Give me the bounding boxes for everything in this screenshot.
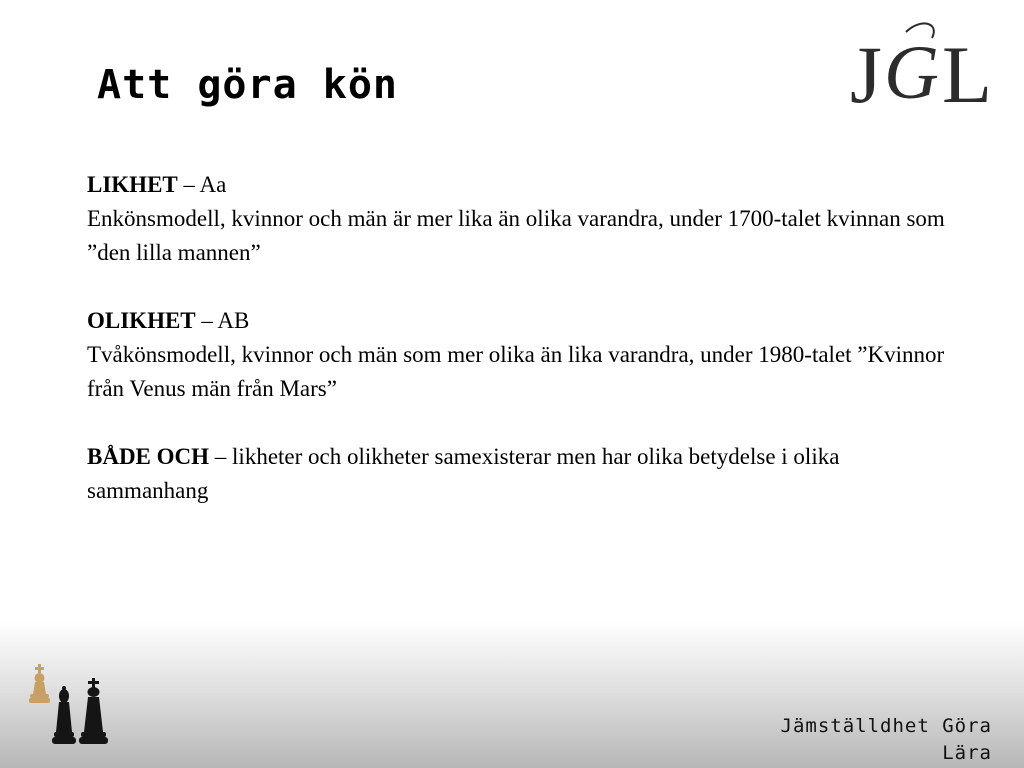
slide-title: Att göra kön: [97, 62, 398, 108]
jgl-logo: [848, 18, 998, 126]
block-body: Tvåkönsmodell, kvinnor och män som mer olika än lika varandra, under 1980-talet ”Kvinnor från Venus män från Mars”: [87, 342, 945, 401]
gold-king-icon: [29, 664, 50, 703]
block-olikhet: [87, 304, 957, 406]
black-king-icon: [79, 678, 108, 744]
logo-letter-l: L: [942, 29, 993, 120]
block-keyword: OLIKHET: [87, 308, 196, 333]
block-heading-rest: – Aa: [177, 172, 227, 197]
block-keyword: BÅDE OCH: [87, 444, 210, 469]
block-heading-rest: – AB: [195, 308, 250, 333]
footer-brand: [732, 713, 992, 767]
footer-line-2: Lära: [942, 742, 992, 764]
footer-line-1: Jämställdhet Göra: [780, 715, 992, 737]
logo-letter-g: G: [884, 31, 939, 115]
block-body: Enkönsmodell, kvinnor och män är mer lika än olika varandra, under 1700-talet kvinnan som ”den lilla mannen”: [87, 206, 945, 265]
block-heading-rest: – likheter och olikheter samexisterar men har olika betydelse i olika sammanhang: [87, 444, 840, 503]
block-likhet: [87, 168, 957, 270]
block-keyword: LIKHET: [87, 172, 178, 197]
block-bade-och: [87, 440, 957, 508]
black-bishop-icon: [52, 686, 76, 744]
chess-pieces-icon: [24, 660, 116, 752]
content-body: [87, 168, 957, 542]
logo-letter-j: J: [850, 29, 882, 120]
